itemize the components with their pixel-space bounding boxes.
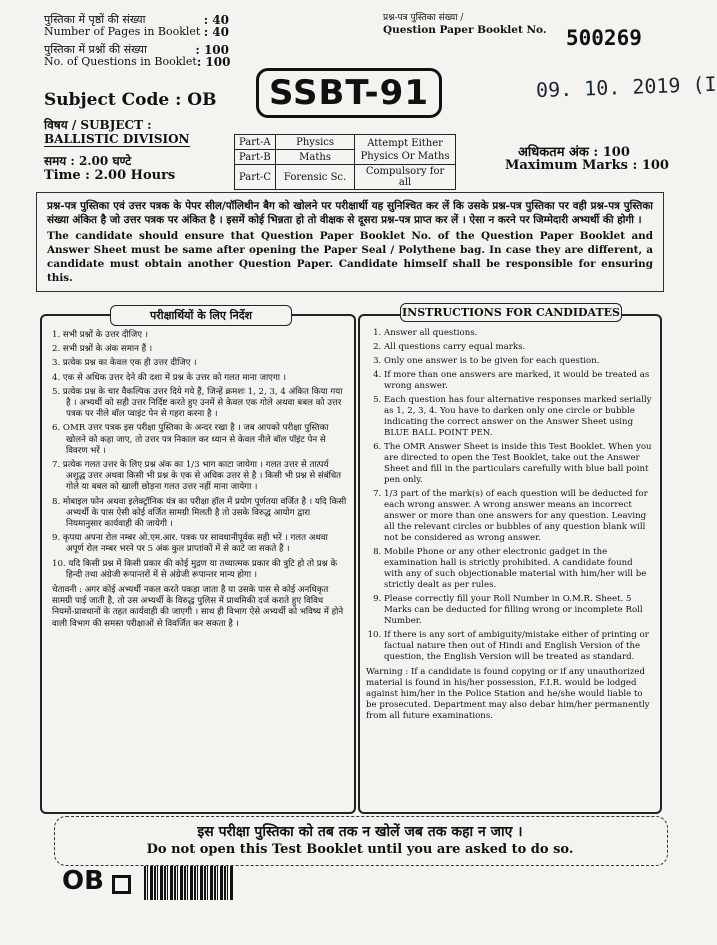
list-item: 7. प्रत्येक गलत उत्तर के लिए प्रश्न अंक का 1/3 भाग काटा जायेगा । गलत उत्तर से तात्पर्य अशुद्ध उत्तर अथवा किसी भी प्रश्न के एक से अधिक उत्तर से है । किसी भी प्रश्न से संबंधित गोले या बबल को खाली छोड़ना गलत उत्तर नहीं माना जायेगा । <box>52 460 342 493</box>
handwritten-date: 09. 10. 2019 (I <box>535 71 717 103</box>
list-item: 10. If there is any sort of ambiguity/mistake either of printing or factual nature then out of Hindi and English Version of the question, the English Version will be treated as standard. <box>384 630 654 663</box>
pages-value-en: : 40 <box>203 25 229 39</box>
part-cell: Part-B <box>235 150 276 165</box>
notice-english: The candidate should ensure that Question Paper Booklet No. of the Question Paper Booklet and Answer Sheet must be same after opening the Paper Seal / Polythene bag. In case they are different, a candidate must obtain another Question Paper. Candidate himself shall be responsible for ensuring this. <box>47 230 653 284</box>
time-hi: समय : 2.00 घण्टे <box>44 154 132 168</box>
footer-code: OB <box>62 866 104 896</box>
max-marks-hi: अधिकतम अंक : 100 <box>518 145 630 160</box>
booklet-meta <box>44 14 229 68</box>
do-not-open-en: Do not open this Test Booklet until you are asked to do so. <box>146 842 574 857</box>
questions-value-en: : 100 <box>196 55 231 69</box>
hindi-instructions-title: परीक्षार्थियों के लिए निर्देश <box>110 305 292 326</box>
subject-code: Subject Code : OB <box>44 90 217 110</box>
subject-label: विषय / SUBJECT : <box>44 118 152 132</box>
list-item: 5. प्रत्येक प्रश्न के चार वैकल्पिक उत्तर दिये गये हैं, जिन्हें क्रमशः 1, 2, 3, 4 अंकित किया गया है । अभ्यर्थी को सही उत्तर निर्दिष्ट करते हुए उनमें से केवल एक गोले अथवा बबल को उत्तर पत्रक पर नीले बॉल प्वाइंट पेन से गहरा करना है । <box>52 386 343 420</box>
subject-cell: Forensic Sc. <box>276 165 355 190</box>
parts-table <box>234 134 456 190</box>
list-item: 8. मोबाइल फोन अथवा इलेक्ट्रॉनिक यंत्र का परीक्षा हॉल में प्रयोग पूर्णतया वर्जित है । यदि किसी अभ्यर्थी के पास ऐसी कोई वर्जित सामग्री मिलती है तो उसके विरुद्ध आयोग द्वारा नियमानुसार कार्यवाही की जायेगी । <box>52 496 347 530</box>
table-row <box>235 135 456 150</box>
barcode <box>144 866 234 900</box>
english-instructions-title: INSTRUCTIONS FOR CANDIDATES <box>400 303 622 322</box>
list-item: 10. यदि किसी प्रश्न में किसी प्रकार की कोई मुद्रण या तथ्यात्मक प्रकार की त्रुटि हो तो प्रश्न के हिन्दी तथा अंग्रेजी रूपान्तरों में से अंग्रेजी रूपान्तर मान्य होगा । <box>52 558 338 580</box>
list-item: 3. प्रत्येक प्रश्न का केवल एक ही उत्तर दीजिए । <box>52 358 197 369</box>
list-item: 3. Only one answer is to be given for each question. <box>384 356 654 367</box>
list-item: 1. सभी प्रश्नों के उत्तर दीजिए । <box>52 330 149 340</box>
hindi-instructions-list <box>52 330 348 633</box>
english-instructions-list <box>362 328 654 722</box>
paper-code: SSBT-91 <box>256 68 442 118</box>
list-item: 6. The OMR Answer Sheet is inside this Test Booklet. When you are directed to open the Test Booklet, take out the Answer Sheet and fill in the particulars carefully with blue ball point pen only. <box>384 442 654 486</box>
part-cell: Part-A <box>235 135 276 150</box>
booklet-number: 500269 <box>566 26 642 50</box>
checkbox-square <box>112 875 131 894</box>
pages-value: : 40 <box>203 13 229 27</box>
attempt-note: Attempt Either Physics Or Maths <box>355 135 456 165</box>
subject-cell: Physics <box>276 135 355 150</box>
list-item: 8. Mobile Phone or any other electronic gadget in the examination hall is strictly prohibited. A candidate found with any of such objectionable material with him/her will be strictly dealt as per rules. <box>384 547 654 591</box>
part-cell: Part-C <box>235 165 276 190</box>
subject-cell: Maths <box>276 150 355 165</box>
compulsory-note: Compulsory for all <box>355 165 456 190</box>
list-item: 9. Please correctly fill your Roll Number in O.M.R. Sheet. 5 Marks can be deducted for filling wrong or incomplete Roll Number. <box>384 594 654 627</box>
booklet-number-label-en: Question Paper Booklet No. <box>383 24 547 36</box>
list-item: 4. If more than one answers are marked, it would be treated as wrong answer. <box>384 370 654 392</box>
max-marks-en: Maximum Marks : 100 <box>505 158 669 173</box>
booklet-number-label-hi: प्रश्न-पत्र पुस्तिका संख्या / <box>383 13 464 23</box>
time-en: Time : 2.00 Hours <box>44 168 176 183</box>
booklet-check-notice <box>36 192 664 292</box>
list-item: 9. कृपया अपना रोल नम्बर ओ.एम.आर. पत्रक पर सावधानीपूर्वक सही भरें । गलत अथवा अपूर्ण रोल नम्बर भरने पर 5 अंक कुल प्राप्तांकों में से काटे जा सकते हैं । <box>52 533 328 555</box>
subject-name: BALLISTIC DIVISION <box>44 132 190 146</box>
list-item: 2. सभी प्रश्नों के अंक समान हैं । <box>52 344 153 355</box>
notice-hindi: प्रश्न-पत्र पुस्तिका एवं उत्तर पत्रक के पेपर सील/पॉलिथीन बैग को खोलने पर परीक्षार्थी यह सुनिश्चित कर लें कि उसके प्रश्न-पत्र पुस्तिका पर वही प्रश्न-पत्र पुस्तिका संख्या अंकित है जो उत्तर पत्रक पर अंकित है । इसमें कोई भिन्नता हो तो वीक्षक से दूसरा प्रश्न-पत्र प्राप्त कर लें । ऐसा न करने पर जिम्मेदारी अभ्यर्थी की होगी । <box>47 200 653 226</box>
list-item: 5. Each question has four alternative responses marked serially as 1, 2, 3, 4. You have to darken only one circle or bubble indicating the correct answer on the Answer Sheet using BLUE BALL POINT PEN. <box>384 395 654 439</box>
list-item: 6. OMR उत्तर पत्रक इस परीक्षा पुस्तिका के अन्दर रखा है । जब आपको परीक्षा पुस्तिका खोलने को कहा जाए, तो उत्तर पत्र निकाल कर ध्यान से केवल नीले बॉल पॉइंट पेन से विवरण भरें । <box>52 423 329 456</box>
list-item: 2. All questions carry equal marks. <box>384 342 654 353</box>
list-item: 1. Answer all questions. <box>384 328 654 339</box>
questions-label-hi: पुस्तिका में प्रश्नों की संख्या <box>44 43 147 56</box>
questions-label-en: No. of Questions in Booklet <box>44 55 197 68</box>
hindi-warning: चेतावनी : अगर कोई अभ्यर्थी नकल करते पकड़ा जाता है या उसके पास से कोई अनधिकृत सामग्री पाई जाती है, तो उस अभ्यर्थी के विरुद्ध पुलिस में प्राथमिकी दर्ज कराते हुए विविध नियमों-प्रावधानों के तहत कार्यवाही की जाएगी । साथ ही विभाग ऐसे अभ्यर्थी को भविष्य में होने वाली विभाग की समस्त परीक्षाओं से विवर्जित कर सकता है । <box>52 585 344 629</box>
questions-value: : 100 <box>195 43 229 57</box>
list-item: 7. 1/3 part of the mark(s) of each question will be deducted for each wrong answer. A wrong answer means an incorrect answer or more than one answers for any question. Leaving all the relevant circles or bubbles of any question blank will not be considered as wrong answer. <box>384 489 654 544</box>
english-warning: Warning : If a candidate is found copying or if any unauthorized material is found in his/her possession, F.I.R. would be lodged against him/her in the Police Station and he/she would liable to be prosecuted. Department may also debar him/her permanently from all future examinations. <box>366 667 650 721</box>
booklet-number-label <box>383 12 547 36</box>
pages-label-hi: पुस्तिका में पृष्ठों की संख्या <box>44 13 146 26</box>
pages-label-en: Number of Pages in Booklet <box>44 25 201 38</box>
do-not-open-hi: इस परीक्षा पुस्तिका को तब तक न खोलें जब तक कहा न जाए । <box>197 824 523 840</box>
list-item: 4. एक से अधिक उत्तर देने की दशा में प्रश्न के उत्तर को गलत माना जाएगा । <box>52 372 286 383</box>
table-row <box>235 165 456 190</box>
